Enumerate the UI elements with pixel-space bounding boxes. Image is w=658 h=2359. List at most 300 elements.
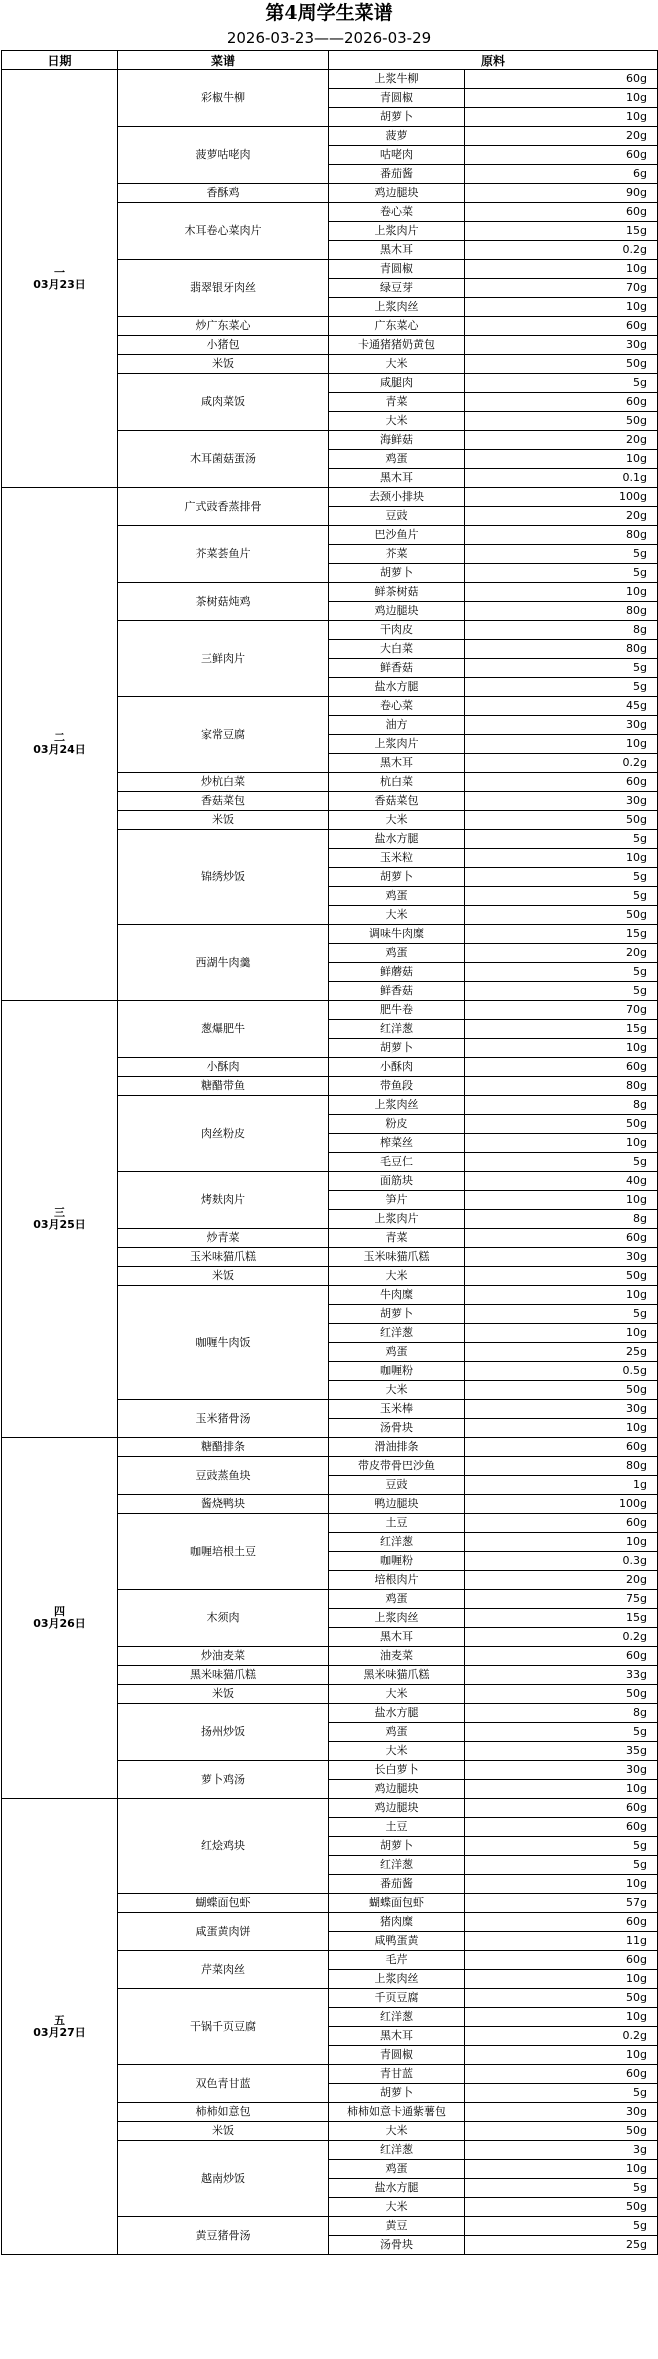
ingredient-name: 柿柿如意卡通紫薯包 <box>329 2103 465 2122</box>
ingredient-qty: 50g <box>465 2198 658 2217</box>
weekday-label: 三 <box>54 1206 65 1219</box>
ingredient-qty: 10g <box>465 2160 658 2179</box>
ingredient-qty: 5g <box>465 678 658 697</box>
ingredient-qty: 60g <box>465 203 658 222</box>
dish-name: 锦绣炒饭 <box>118 830 329 925</box>
ingredient-name: 广东菜心 <box>329 317 465 336</box>
ingredient-name: 胡萝卜 <box>329 1837 465 1856</box>
ingredient-name: 汤骨块 <box>329 1419 465 1438</box>
ingredient-qty: 10g <box>465 1875 658 1894</box>
ingredient-name: 红洋葱 <box>329 1020 465 1039</box>
ingredient-qty: 25g <box>465 2236 658 2255</box>
ingredient-name: 面筋块 <box>329 1172 465 1191</box>
ingredient-qty: 30g <box>465 1761 658 1780</box>
dish-name: 双色青甘蓝 <box>118 2065 329 2103</box>
ingredient-qty: 20g <box>465 431 658 450</box>
ingredient-name: 鸡蛋 <box>329 887 465 906</box>
ingredient-qty: 10g <box>465 849 658 868</box>
ingredient-name: 滑油排条 <box>329 1438 465 1457</box>
ingredient-name: 青甘蓝 <box>329 2065 465 2084</box>
dish-name: 木耳菌菇蛋汤 <box>118 431 329 488</box>
table-row <box>2 1001 658 1020</box>
ingredient-qty: 15g <box>465 925 658 944</box>
dish-name: 炒油麦菜 <box>118 1647 329 1666</box>
ingredient-qty: 5g <box>465 659 658 678</box>
ingredient-qty: 60g <box>465 146 658 165</box>
dish-name: 炒青菜 <box>118 1229 329 1248</box>
ingredient-qty: 0.2g <box>465 754 658 773</box>
ingredient-qty: 5g <box>465 2217 658 2236</box>
ingredient-name: 培根肉片 <box>329 1571 465 1590</box>
ingredient-qty: 5g <box>465 1837 658 1856</box>
ingredient-name: 胡萝卜 <box>329 2084 465 2103</box>
dish-name: 萝卜鸡汤 <box>118 1761 329 1799</box>
ingredient-name: 去颈小排块 <box>329 488 465 507</box>
header-dish: 菜谱 <box>118 51 329 70</box>
ingredient-qty: 5g <box>465 982 658 1001</box>
ingredient-name: 香菇菜包 <box>329 792 465 811</box>
ingredient-qty: 35g <box>465 1742 658 1761</box>
ingredient-qty: 0.5g <box>465 1362 658 1381</box>
ingredient-qty: 0.1g <box>465 469 658 488</box>
ingredient-qty: 60g <box>465 1514 658 1533</box>
day-cell <box>2 1799 118 2255</box>
day-date: 03月23日 <box>33 277 86 291</box>
ingredient-qty: 100g <box>465 488 658 507</box>
table-row <box>2 1799 658 1818</box>
ingredient-qty: 50g <box>465 906 658 925</box>
header-ingredients: 原料 <box>329 51 658 70</box>
ingredient-qty: 5g <box>465 868 658 887</box>
ingredient-name: 黑木耳 <box>329 1628 465 1647</box>
ingredient-name: 鸡边腿块 <box>329 1799 465 1818</box>
header-date: 日期 <box>2 51 118 70</box>
menu-table <box>1 50 658 2255</box>
dish-name: 干锅千页豆腐 <box>118 1989 329 2065</box>
ingredient-name: 鸡边腿块 <box>329 602 465 621</box>
ingredient-name: 上浆肉片 <box>329 735 465 754</box>
dish-name: 米饭 <box>118 811 329 830</box>
ingredient-name: 土豆 <box>329 1818 465 1837</box>
ingredient-qty: 60g <box>465 1951 658 1970</box>
ingredient-name: 红洋葱 <box>329 2008 465 2027</box>
ingredient-qty: 70g <box>465 279 658 298</box>
ingredient-qty: 10g <box>465 1780 658 1799</box>
table-row <box>2 488 658 507</box>
ingredient-qty: 5g <box>465 830 658 849</box>
ingredient-name: 青圆椒 <box>329 89 465 108</box>
ingredient-qty: 5g <box>465 1153 658 1172</box>
ingredient-qty: 80g <box>465 1077 658 1096</box>
ingredient-name: 玉米棒 <box>329 1400 465 1419</box>
ingredient-qty: 5g <box>465 963 658 982</box>
menu-body <box>2 70 658 2255</box>
dish-name: 芹菜肉丝 <box>118 1951 329 1989</box>
ingredient-qty: 50g <box>465 1989 658 2008</box>
dish-name: 咖喱牛肉饭 <box>118 1286 329 1400</box>
ingredient-name: 玉米味猫爪糕 <box>329 1248 465 1267</box>
day-cell <box>2 70 118 488</box>
ingredient-qty: 80g <box>465 640 658 659</box>
ingredient-name: 红洋葱 <box>329 2141 465 2160</box>
ingredient-name: 肥牛卷 <box>329 1001 465 1020</box>
ingredient-name: 咸鸭蛋黄 <box>329 1932 465 1951</box>
ingredient-name: 豆豉 <box>329 507 465 526</box>
ingredient-qty: 20g <box>465 1571 658 1590</box>
table-row <box>2 70 658 89</box>
ingredient-name: 鸭边腿块 <box>329 1495 465 1514</box>
ingredient-name: 菠萝 <box>329 127 465 146</box>
dish-name: 红烩鸡块 <box>118 1799 329 1894</box>
ingredient-qty: 11g <box>465 1932 658 1951</box>
ingredient-name: 调味牛肉糜 <box>329 925 465 944</box>
dish-name: 咸蛋黄肉饼 <box>118 1913 329 1951</box>
ingredient-qty: 100g <box>465 1495 658 1514</box>
dish-name: 彩椒牛柳 <box>118 70 329 127</box>
ingredient-name: 海鲜菇 <box>329 431 465 450</box>
ingredient-name: 汤骨块 <box>329 2236 465 2255</box>
ingredient-qty: 10g <box>465 735 658 754</box>
ingredient-qty: 5g <box>465 887 658 906</box>
ingredient-qty: 10g <box>465 2046 658 2065</box>
dish-name: 咸肉菜饭 <box>118 374 329 431</box>
ingredient-qty: 10g <box>465 583 658 602</box>
ingredient-qty: 50g <box>465 1115 658 1134</box>
ingredient-name: 鸡边腿块 <box>329 184 465 203</box>
day-cell <box>2 488 118 1001</box>
ingredient-qty: 30g <box>465 2103 658 2122</box>
ingredient-name: 盐水方腿 <box>329 2179 465 2198</box>
ingredient-qty: 60g <box>465 1438 658 1457</box>
ingredient-qty: 10g <box>465 108 658 127</box>
ingredient-qty: 45g <box>465 697 658 716</box>
weekday-label: 五 <box>54 2013 65 2027</box>
dish-name: 米饭 <box>118 2122 329 2141</box>
dish-name: 玉米味猫爪糕 <box>118 1248 329 1267</box>
ingredient-qty: 30g <box>465 792 658 811</box>
ingredient-name: 大米 <box>329 1267 465 1286</box>
dish-name: 米饭 <box>118 355 329 374</box>
ingredient-qty: 57g <box>465 1894 658 1913</box>
dish-name: 香菇菜包 <box>118 792 329 811</box>
ingredient-qty: 25g <box>465 1343 658 1362</box>
ingredient-name: 猪肉糜 <box>329 1913 465 1932</box>
ingredient-qty: 50g <box>465 1685 658 1704</box>
dish-name: 玉米猪骨汤 <box>118 1400 329 1438</box>
ingredient-qty: 10g <box>465 89 658 108</box>
ingredient-qty: 80g <box>465 526 658 545</box>
ingredient-name: 黑木耳 <box>329 2027 465 2046</box>
ingredient-qty: 10g <box>465 1191 658 1210</box>
ingredient-name: 黑木耳 <box>329 754 465 773</box>
dish-name: 糖醋带鱼 <box>118 1077 329 1096</box>
ingredient-qty: 10g <box>465 1970 658 1989</box>
dish-name: 黑米味猫爪糕 <box>118 1666 329 1685</box>
ingredient-qty: 10g <box>465 1286 658 1305</box>
day-date: 03月27日 <box>33 2025 86 2039</box>
ingredient-qty: 10g <box>465 450 658 469</box>
ingredient-name: 青菜 <box>329 1229 465 1248</box>
dish-name: 小酥肉 <box>118 1058 329 1077</box>
table-row <box>2 1438 658 1457</box>
ingredient-qty: 60g <box>465 1058 658 1077</box>
ingredient-name: 芥菜 <box>329 545 465 564</box>
ingredient-name: 黑木耳 <box>329 241 465 260</box>
ingredient-qty: 20g <box>465 944 658 963</box>
ingredient-qty: 1g <box>465 1476 658 1495</box>
ingredient-qty: 60g <box>465 70 658 89</box>
ingredient-name: 土豆 <box>329 1514 465 1533</box>
dish-name: 豆豉蒸鱼块 <box>118 1457 329 1495</box>
ingredient-qty: 90g <box>465 184 658 203</box>
ingredient-name: 上浆肉丝 <box>329 1609 465 1628</box>
ingredient-qty: 60g <box>465 1913 658 1932</box>
ingredient-name: 上浆肉片 <box>329 222 465 241</box>
ingredient-name: 长白萝卜 <box>329 1761 465 1780</box>
ingredient-name: 黑木耳 <box>329 469 465 488</box>
dish-name: 菠萝咕咾肉 <box>118 127 329 184</box>
ingredient-name: 杭白菜 <box>329 773 465 792</box>
ingredient-name: 咸腿肉 <box>329 374 465 393</box>
ingredient-name: 油麦菜 <box>329 1647 465 1666</box>
ingredient-qty: 10g <box>465 2008 658 2027</box>
ingredient-name: 鸡蛋 <box>329 2160 465 2179</box>
ingredient-name: 大米 <box>329 1742 465 1761</box>
dish-name: 肉丝粉皮 <box>118 1096 329 1172</box>
date-range: 2026-03-23——2026-03-29 <box>226 29 432 47</box>
ingredient-qty: 30g <box>465 716 658 735</box>
dish-name: 香酥鸡 <box>118 184 329 203</box>
ingredient-name: 带鱼段 <box>329 1077 465 1096</box>
ingredient-name: 绿豆芽 <box>329 279 465 298</box>
day-cell <box>2 1001 118 1438</box>
ingredient-name: 卷心菜 <box>329 697 465 716</box>
ingredient-qty: 50g <box>465 1267 658 1286</box>
ingredient-name: 盐水方腿 <box>329 1704 465 1723</box>
weekday-label: 二 <box>54 731 65 744</box>
ingredient-qty: 20g <box>465 127 658 146</box>
dish-name: 扬州炒饭 <box>118 1704 329 1761</box>
ingredient-name: 小酥肉 <box>329 1058 465 1077</box>
ingredient-name: 鲜香菇 <box>329 982 465 1001</box>
ingredient-name: 青菜 <box>329 393 465 412</box>
ingredient-qty: 60g <box>465 1818 658 1837</box>
ingredient-name: 咖喱粉 <box>329 1552 465 1571</box>
ingredient-qty: 30g <box>465 1400 658 1419</box>
ingredient-name: 鸡蛋 <box>329 944 465 963</box>
dish-name: 家常豆腐 <box>118 697 329 773</box>
page-title: 第4周学生菜谱 <box>265 2 393 24</box>
ingredient-qty: 5g <box>465 1856 658 1875</box>
ingredient-qty: 10g <box>465 260 658 279</box>
ingredient-name: 红洋葱 <box>329 1856 465 1875</box>
ingredient-qty: 70g <box>465 1001 658 1020</box>
ingredient-qty: 5g <box>465 545 658 564</box>
ingredient-qty: 15g <box>465 1020 658 1039</box>
ingredient-name: 毛芹 <box>329 1951 465 1970</box>
ingredient-qty: 5g <box>465 1723 658 1742</box>
ingredient-name: 豆豉 <box>329 1476 465 1495</box>
ingredient-qty: 3g <box>465 2141 658 2160</box>
ingredient-qty: 60g <box>465 1647 658 1666</box>
ingredient-qty: 80g <box>465 602 658 621</box>
dish-name: 蝴蝶面包虾 <box>118 1894 329 1913</box>
ingredient-name: 大米 <box>329 906 465 925</box>
ingredient-name: 胡萝卜 <box>329 868 465 887</box>
ingredient-qty: 0.2g <box>465 241 658 260</box>
dish-name: 木须肉 <box>118 1590 329 1647</box>
day-cell <box>2 1438 118 1799</box>
ingredient-name: 鲜蘑菇 <box>329 963 465 982</box>
dish-name: 酱烧鸭块 <box>118 1495 329 1514</box>
ingredient-name: 毛豆仁 <box>329 1153 465 1172</box>
ingredient-qty: 50g <box>465 2122 658 2141</box>
dish-name: 炒杭白菜 <box>118 773 329 792</box>
ingredient-qty: 80g <box>465 1457 658 1476</box>
ingredient-name: 干肉皮 <box>329 621 465 640</box>
dish-name: 炒广东菜心 <box>118 317 329 336</box>
dish-name: 米饭 <box>118 1267 329 1286</box>
ingredient-name: 鲜香菇 <box>329 659 465 678</box>
ingredient-qty: 6g <box>465 165 658 184</box>
ingredient-name: 盐水方腿 <box>329 830 465 849</box>
ingredient-name: 红洋葱 <box>329 1533 465 1552</box>
ingredient-name: 鲜茶树菇 <box>329 583 465 602</box>
ingredient-name: 黑米味猫爪糕 <box>329 1666 465 1685</box>
ingredient-name: 鸡边腿块 <box>329 1780 465 1799</box>
ingredient-name: 粉皮 <box>329 1115 465 1134</box>
ingredient-qty: 8g <box>465 1704 658 1723</box>
ingredient-name: 黄豆 <box>329 2217 465 2236</box>
ingredient-qty: 33g <box>465 1666 658 1685</box>
ingredient-qty: 10g <box>465 1039 658 1058</box>
dish-name: 广式豉香蒸排骨 <box>118 488 329 526</box>
ingredient-name: 番茄酱 <box>329 1875 465 1894</box>
ingredient-qty: 5g <box>465 2179 658 2198</box>
ingredient-qty: 5g <box>465 1305 658 1324</box>
dish-name: 黄豆猪骨汤 <box>118 2217 329 2255</box>
ingredient-name: 带皮带骨巴沙鱼 <box>329 1457 465 1476</box>
dish-name: 翡翠银牙肉丝 <box>118 260 329 317</box>
ingredient-qty: 60g <box>465 317 658 336</box>
ingredient-name: 笋片 <box>329 1191 465 1210</box>
ingredient-name: 咕咾肉 <box>329 146 465 165</box>
ingredient-qty: 30g <box>465 336 658 355</box>
day-date: 03月26日 <box>33 1617 86 1630</box>
ingredient-qty: 10g <box>465 1134 658 1153</box>
ingredient-name: 胡萝卜 <box>329 108 465 127</box>
ingredient-name: 油方 <box>329 716 465 735</box>
dish-name: 咖喱培根土豆 <box>118 1514 329 1590</box>
ingredient-qty: 60g <box>465 773 658 792</box>
ingredient-qty: 0.2g <box>465 1628 658 1647</box>
ingredient-name: 大米 <box>329 1685 465 1704</box>
dish-name: 小猪包 <box>118 336 329 355</box>
ingredient-name: 胡萝卜 <box>329 1039 465 1058</box>
ingredient-name: 青圆椒 <box>329 260 465 279</box>
ingredient-qty: 0.3g <box>465 1552 658 1571</box>
ingredient-name: 卷心菜 <box>329 203 465 222</box>
ingredient-name: 上浆肉丝 <box>329 1096 465 1115</box>
ingredient-qty: 60g <box>465 1229 658 1248</box>
ingredient-name: 番茄酱 <box>329 165 465 184</box>
ingredient-name: 大米 <box>329 2198 465 2217</box>
dish-name: 芥菜荟鱼片 <box>118 526 329 583</box>
ingredient-qty: 60g <box>465 393 658 412</box>
dish-name: 糖醋排条 <box>118 1438 329 1457</box>
ingredient-name: 大白菜 <box>329 640 465 659</box>
ingredient-name: 红洋葱 <box>329 1324 465 1343</box>
ingredient-name: 咖喱粉 <box>329 1362 465 1381</box>
ingredient-qty: 8g <box>465 621 658 640</box>
ingredient-name: 胡萝卜 <box>329 1305 465 1324</box>
ingredient-name: 上浆肉丝 <box>329 1970 465 1989</box>
ingredient-qty: 5g <box>465 374 658 393</box>
ingredient-name: 大米 <box>329 355 465 374</box>
ingredient-name: 玉米粒 <box>329 849 465 868</box>
ingredient-qty: 30g <box>465 1248 658 1267</box>
dish-name: 越南炒饭 <box>118 2141 329 2217</box>
ingredient-qty: 5g <box>465 2084 658 2103</box>
ingredient-qty: 75g <box>465 1590 658 1609</box>
ingredient-qty: 5g <box>465 564 658 583</box>
dish-name: 三鲜肉片 <box>118 621 329 697</box>
ingredient-qty: 50g <box>465 355 658 374</box>
ingredient-name: 鸡蛋 <box>329 450 465 469</box>
dish-name: 木耳卷心菜肉片 <box>118 203 329 260</box>
weekday-label: 一 <box>54 265 65 279</box>
ingredient-name: 鸡蛋 <box>329 1343 465 1362</box>
ingredient-qty: 15g <box>465 222 658 241</box>
ingredient-name: 巴沙鱼片 <box>329 526 465 545</box>
day-date: 03月25日 <box>33 1218 86 1231</box>
weekday-label: 四 <box>54 1605 65 1618</box>
ingredient-name: 大米 <box>329 412 465 431</box>
ingredient-name: 鸡蛋 <box>329 1590 465 1609</box>
day-date: 03月24日 <box>33 743 86 756</box>
ingredient-name: 牛肉糜 <box>329 1286 465 1305</box>
ingredient-qty: 10g <box>465 1533 658 1552</box>
ingredient-name: 盐水方腿 <box>329 678 465 697</box>
ingredient-name: 大米 <box>329 2122 465 2141</box>
ingredient-qty: 50g <box>465 412 658 431</box>
ingredient-name: 青圆椒 <box>329 2046 465 2065</box>
ingredient-name: 大米 <box>329 811 465 830</box>
dish-name: 茶树菇炖鸡 <box>118 583 329 621</box>
ingredient-qty: 50g <box>465 1381 658 1400</box>
dish-name: 葱爆肥牛 <box>118 1001 329 1058</box>
ingredient-qty: 10g <box>465 298 658 317</box>
ingredient-name: 榨菜丝 <box>329 1134 465 1153</box>
ingredient-name: 上浆牛柳 <box>329 70 465 89</box>
ingredient-name: 上浆肉丝 <box>329 298 465 317</box>
ingredient-qty: 20g <box>465 507 658 526</box>
dish-name: 柿柿如意包 <box>118 2103 329 2122</box>
ingredient-qty: 60g <box>465 1799 658 1818</box>
dish-name: 烤麸肉片 <box>118 1172 329 1229</box>
ingredient-name: 胡萝卜 <box>329 564 465 583</box>
dish-name: 西湖牛肉羹 <box>118 925 329 1001</box>
ingredient-qty: 10g <box>465 1324 658 1343</box>
ingredient-name: 蝴蝶面包虾 <box>329 1894 465 1913</box>
ingredient-qty: 8g <box>465 1210 658 1229</box>
ingredient-qty: 60g <box>465 2065 658 2084</box>
dish-name: 米饭 <box>118 1685 329 1704</box>
ingredient-qty: 0.2g <box>465 2027 658 2046</box>
ingredient-name: 大米 <box>329 1381 465 1400</box>
ingredient-name: 上浆肉片 <box>329 1210 465 1229</box>
ingredient-qty: 15g <box>465 1609 658 1628</box>
